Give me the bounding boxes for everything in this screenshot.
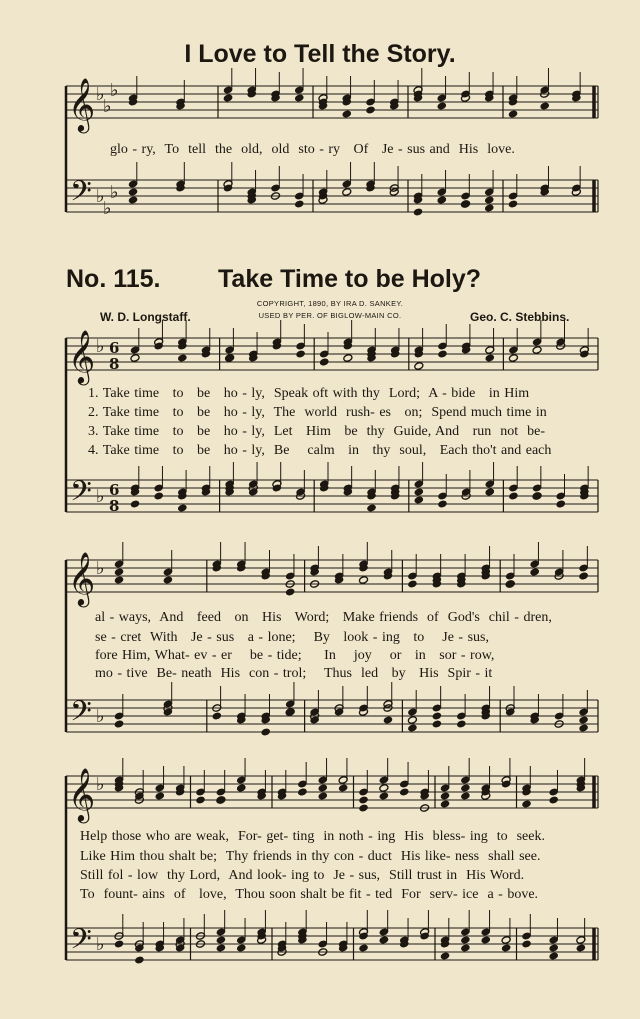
note-head [437,102,447,111]
time-sig-bottom: 8 [109,355,120,373]
bass-clef: 𝄢 [70,695,92,735]
verse-3-line-2: fore Him, What- ev - er be - tide; In joy or in sor - row, [95,648,495,663]
note-head [522,800,532,809]
copyright-line-2: USED BY PER. OF BIGLOW-MAIN CO. [258,311,402,320]
flat-sign: ♭ [96,336,105,357]
note-head [414,362,424,371]
note-head [522,940,532,949]
verse-4-line-3: To fount- ains of love, Thou soon shalt be fit - ted For serv- ice a - bove. [80,887,539,902]
note-head [508,200,518,209]
note-head [236,944,246,953]
copyright-line-1: COPYRIGHT, 1890, BY IRA D. SANKEY. [256,299,404,308]
time-sig-top: 6 [109,481,120,499]
flat-sign: ♭ [110,182,119,203]
flat-sign: ♭ [96,186,105,207]
note-head [407,724,417,733]
note-head [399,788,409,797]
flat-sign: ♭ [103,198,112,219]
verse-2-line-2: se - cret With Je - sus a - lone; By look - ing to Je - sus, [95,630,489,645]
flat-sign: ♭ [96,558,105,579]
note-head [212,712,222,721]
note-head [484,196,494,205]
verse-1-line-1: 1. Take time to be ho - ly, Speak oft with thy Lord; A - bide in Him [88,386,530,401]
verse-2-line-1: 2. Take time to be ho - ly, The world rush- es on; Spend much time in [88,405,547,420]
note-head [128,188,138,197]
note-head [532,346,542,355]
note-head [508,354,518,363]
time-sig-top: 6 [109,339,120,357]
note-head [508,492,518,501]
note-head [460,944,470,953]
note-head [456,720,466,729]
bass-clef: 𝄢 [70,475,92,515]
note-head [579,572,589,581]
note-head [338,784,348,793]
words-credit: W. D. Longstaff. [100,310,191,324]
note-head [508,110,518,119]
note-head [485,354,495,363]
note-head [540,102,550,111]
prev-hymn-title: I Love to Tell the Story. [184,40,456,68]
note-head [460,784,470,793]
verse-4-line-1: 4. Take time to be ho - ly, Be calm in thy soul, Each tho't and each [88,443,552,458]
treble-clef: 𝄞 [68,767,96,821]
note-head [437,500,447,509]
note-head [367,504,377,513]
note-head [155,792,165,801]
note-head [530,568,540,577]
note-head [294,94,304,103]
flat-sign: ♭ [96,706,105,727]
note-head [359,944,369,953]
bass-clef: 𝄢 [70,175,92,215]
flat-sign: ♭ [96,774,105,795]
note-head [379,784,389,793]
note-head [154,492,164,501]
note-head [440,952,450,961]
note-head [556,500,566,509]
note-head [285,588,295,597]
note-head [128,196,138,205]
verse-3-line-3: Still fol - low thy Lord, And look- ing to Je - sus, Still trust in His Word. [80,868,525,883]
note-head [481,936,491,945]
verse-1-line-3: Help those who are weak, For- get- ting in noth - ing His bless- ing to seek. [80,829,545,844]
note-head [163,576,173,585]
hymn-title: Take Time to be Holy? [218,265,482,293]
note-head [216,936,226,945]
note-head [501,944,511,953]
note-head [414,488,424,497]
flat-sign: ♭ [110,80,119,101]
note-head [318,784,328,793]
verse-4-line-2: mo - tive Be- neath His con - trol; Thus led by His Spir - it [95,666,493,681]
note-head [440,800,450,809]
note-head [223,94,233,103]
note-head [134,956,144,965]
note-head [177,504,187,513]
note-head [342,188,352,197]
note-head [549,796,559,805]
note-head [359,804,369,813]
note-head [579,724,589,733]
note-head [177,354,187,363]
note-head [114,720,124,729]
time-sig-bottom: 8 [109,497,120,515]
note-head [383,716,393,725]
verse-2-line-3: Like Him thou shalt be; Thy friends in thy con - duct His like- ness shall see. [80,849,541,864]
note-head [432,712,442,721]
note-head [236,784,246,793]
flat-sign: ♭ [96,486,105,507]
verse-3-line-1: 3. Take time to be ho - ly, Let Him be thy Guide, And run not be- [88,424,546,439]
note-head [319,358,329,367]
treble-clef: 𝄞 [68,77,96,131]
note-head [343,354,353,363]
note-head [318,792,328,801]
note-head [440,792,450,801]
note-head [407,716,417,725]
flat-sign: ♭ [96,84,105,105]
note-head [485,488,495,497]
note-head [460,936,470,945]
note-head [114,940,124,949]
note-head [366,106,376,115]
note-head [359,576,369,585]
note-head [413,208,423,217]
note-head [196,796,206,805]
treble-clef: 𝄞 [68,329,96,383]
note-head [549,952,559,961]
note-head [261,728,271,737]
note-head [296,350,306,359]
verse-1-line-2: al - ways, And feed on His Word; Make friends of God's chil - dren, [95,610,552,625]
prev-hymn-lyric: glo - ry, To tell the old, old sto - ry Of Je - sus and His love. [110,142,515,157]
note-head [414,496,424,505]
note-head [379,792,389,801]
flat-sign: ♭ [96,934,105,955]
note-head [114,576,124,585]
note-head [342,110,352,119]
note-head [549,944,559,953]
note-head [437,196,447,205]
note-head [432,720,442,729]
note-head [216,944,226,953]
note-head [407,580,417,589]
note-head [114,568,124,577]
note-head [437,350,447,359]
note-head [576,944,586,953]
note-head [460,792,470,801]
music-credit: Geo. C. Stebbins. [470,310,570,324]
note-head [359,796,369,805]
flat-sign: ♭ [103,96,112,117]
note-head [484,204,494,213]
note-head [130,500,140,509]
treble-clef: 𝄞 [68,551,96,605]
note-head [379,936,389,945]
note-head [130,354,140,363]
bass-clef: 𝄢 [70,923,92,963]
note-head [297,788,307,797]
note-head [294,200,304,209]
note-head [579,716,589,725]
hymn-number: No. 115. [66,265,161,293]
